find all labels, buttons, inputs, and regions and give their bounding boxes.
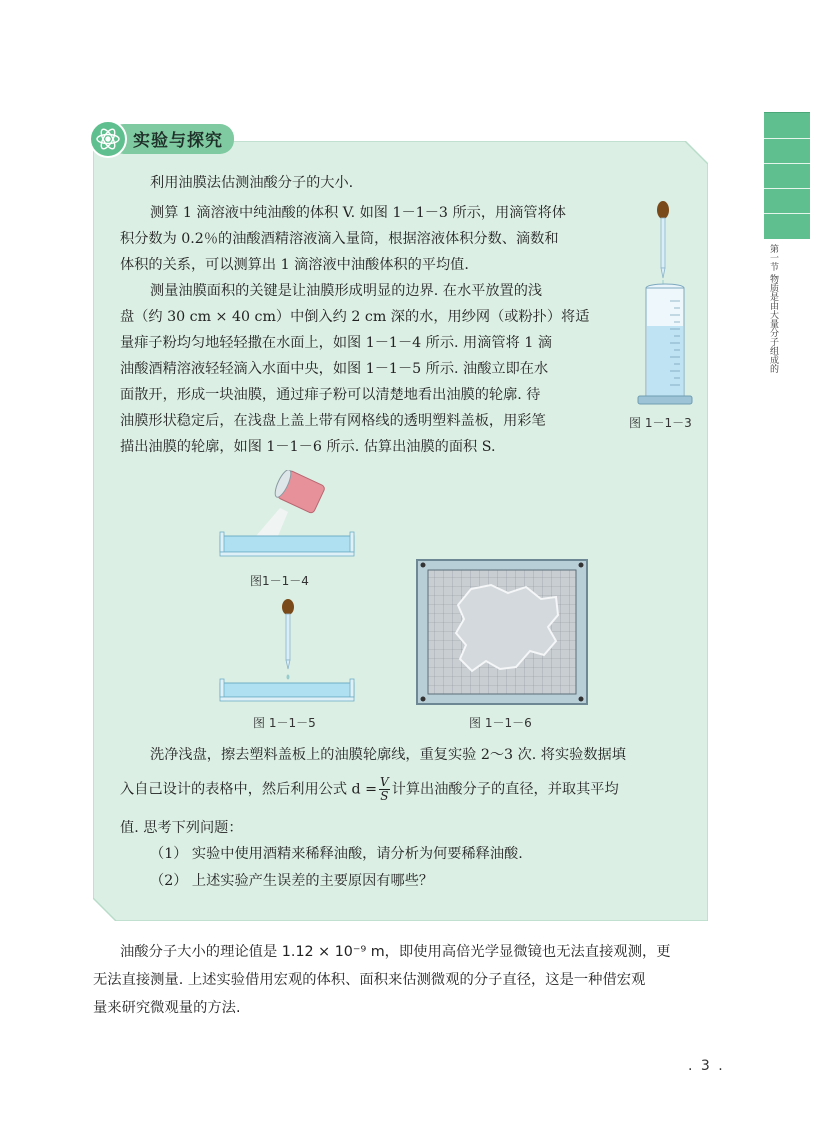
paragraph-1-line-2: 积分数为 0.2％的油酸酒精溶液滴入量筒，根据溶液体积分数、滴数和 bbox=[120, 231, 559, 247]
paragraph-2-line-7: 描出油膜的轮廓，如图 1－1－6 所示. 估算出油膜的面积 S. bbox=[120, 439, 496, 455]
paragraph-1-line-1: 测算 1 滴溶液中纯油酸的体积 V. 如图 1－1－3 所示，用滴管将体 bbox=[150, 205, 566, 221]
paragraph-2-line-2: 盘（约 30 cm × 40 cm）中倒入约 2 cm 深的水，用纱网（或粉扑）将适 bbox=[120, 309, 590, 325]
body-line-1: 油酸分子大小的理论值是 1.12 × 10⁻⁹ m，即使用高倍光学显微镜也无法直接观测，更 bbox=[120, 944, 671, 960]
paragraph-2-line-3: 量痱子粉均匀地轻轻撒在水面上，如图 1－1－4 所示. 用滴管将 1 滴 bbox=[120, 335, 553, 351]
paragraph-3-line-3: 值. 思考下列问题： bbox=[120, 820, 243, 836]
paragraph-2-line-1: 测量油膜面积的关键是让油膜形成明显的边界. 在水平放置的浅 bbox=[150, 283, 543, 299]
body-line-2: 无法直接测量. 上述实验借用宏观的体积、面积来估测微观的分子直径，这是一种借宏观 bbox=[93, 972, 646, 988]
formula-denominator: S bbox=[380, 789, 389, 803]
chapter-side-tab bbox=[764, 112, 810, 239]
paragraph-1-line-3: 体积的关系，可以测算出 1 滴溶液中油酸体积的平均值. bbox=[120, 257, 469, 273]
figure-1-1-4-powder-tray bbox=[218, 470, 358, 565]
paragraph-3-text-after-formula: 计算出油酸分子的直径，并取其平均 bbox=[391, 781, 619, 798]
figure-caption-1-1-3: 图 1－1－3 bbox=[629, 416, 692, 430]
page-number: . 3 . bbox=[688, 1058, 725, 1074]
paragraph-2-line-5: 面散开，形成一块油膜，通过痱子粉可以清楚地看出油膜的轮廓. 待 bbox=[120, 387, 541, 403]
figure-1-1-3-graduated-cylinder bbox=[630, 196, 700, 416]
figure-caption-1-1-5: 图 1－1－5 bbox=[253, 716, 316, 730]
figure-caption-1-1-6: 图 1－1－6 bbox=[469, 716, 532, 730]
body-line-3: 量来研究微观量的方法. bbox=[93, 1000, 241, 1016]
figure-1-1-5-dropper-tray bbox=[218, 597, 358, 707]
paragraph-2-line-6: 油膜形状稳定后，在浅盘上盖上带有网格线的透明塑料盖板，用彩笔 bbox=[120, 413, 546, 429]
paragraph-3-text-before-formula: 入自己设计的表格中，然后利用公式 d = bbox=[120, 781, 377, 798]
experiment-intro: 利用油膜法估测油酸分子的大小. bbox=[150, 175, 354, 191]
formula-numerator: V bbox=[380, 775, 389, 789]
paragraph-3-line-1: 洗净浅盘，擦去塑料盖板上的油膜轮廓线，重复实验 2～3 次. 将实验数据填 bbox=[150, 747, 626, 763]
paragraph-2-line-4: 油酸酒精溶液轻轻滴入水面中央，如图 1－1－5 所示. 油酸立即在水 bbox=[120, 361, 549, 377]
paragraph-3-line-2 bbox=[120, 776, 619, 803]
question-1: （1） 实验中使用酒精来稀释油酸，请分析为何要稀释油酸. bbox=[150, 846, 523, 862]
diameter-formula bbox=[379, 776, 390, 803]
side-tab-label: 第一节 物质是由大量分子组成的 bbox=[768, 244, 778, 373]
section-title: 实验与探究 bbox=[133, 131, 223, 151]
figure-1-1-6-grid-plate bbox=[416, 559, 588, 705]
question-2: （2） 上述实验产生误差的主要原因有哪些？ bbox=[150, 873, 434, 889]
figure-caption-1-1-4: 图1－1－4 bbox=[250, 574, 309, 588]
